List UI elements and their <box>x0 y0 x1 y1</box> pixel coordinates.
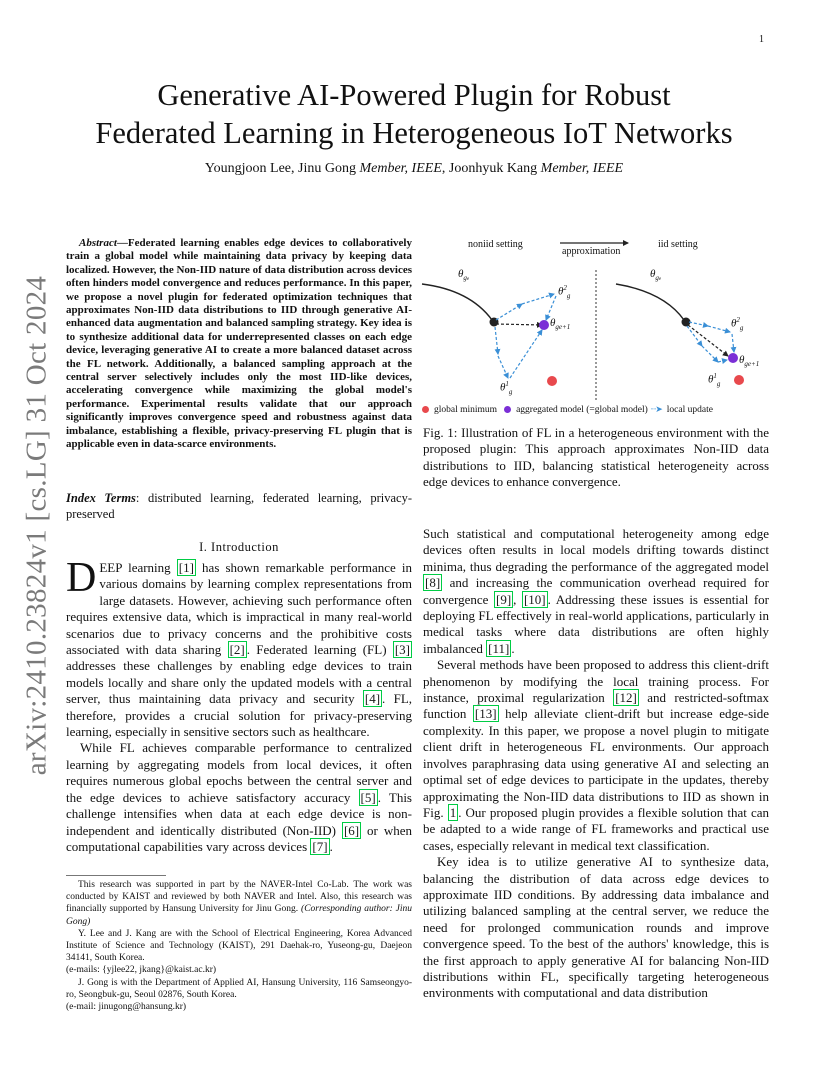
text-run: Such statistical and computational heterogeneity among edge devices often results in local models drifting towards distinct minima, thus degrading the performance of the aggregated model <box>423 526 769 574</box>
footnote-affiliation-1 <box>66 928 412 977</box>
figure-caption <box>423 425 769 491</box>
arxiv-stamp-text: arXiv:2410.23824v1 [cs.LG] 31 Oct 2024 <box>20 275 53 775</box>
theta-2-left <box>558 284 570 300</box>
local-update-arrow <box>718 360 727 362</box>
legend-local-update: local update <box>666 404 713 415</box>
local-update-arrow <box>689 322 708 326</box>
text-run: While FL achieves comparable performance to centralized learning by aggregating models from local devices, it often requires numerous global epochs between the central server and the edge devices to achieve satisfactory accuracy <box>66 740 412 805</box>
local-update-arrow <box>510 330 542 378</box>
text-run: addresses these challenges by enabling edge devices to train models locally and share only the updated models with a central server, thus maintaining data privacy and security <box>66 658 412 707</box>
citation-link[interactable]: [7] <box>312 838 328 854</box>
citation-link[interactable]: [11] <box>488 640 510 656</box>
text-run: , <box>513 591 522 607</box>
aggregated-model-right <box>728 353 738 363</box>
author-names-2: , Joonhyuk Kang <box>441 161 541 176</box>
text-run: EEP learning <box>99 560 177 575</box>
text-run: or when computational capabilities vary across devices <box>66 822 412 854</box>
global-minimum-right <box>734 375 744 385</box>
section-heading: I. Introduction <box>199 540 279 554</box>
right-paragraph-1 <box>423 526 769 657</box>
subscript: g <box>716 379 721 388</box>
corresponding-author: (Corresponding author: Jinu Gong) <box>66 904 413 927</box>
footnote-funding <box>66 879 412 928</box>
figure-legend <box>422 404 713 415</box>
global-trajectory-left <box>422 284 492 320</box>
theta-ge-right <box>650 268 661 282</box>
theta-1-right <box>708 372 720 388</box>
text-run: Several methods have been proposed to address this client-drift phenomenon by modifying the local training process. For instance, proximal regularization <box>423 657 769 706</box>
theta-symbol: θ <box>558 285 564 298</box>
label-iid: iid setting <box>658 239 698 250</box>
title-line-2: Federated Learning in Heterogeneous IoT Networks <box>95 116 733 150</box>
text-run: has shown remarkable performance in various domains by learning complex representations from large datasets. However, achieving such performance often requires extensive data, which is impractical in many real-world scenarios due to privacy concerns and the prohibitive costs associated with data sharing <box>66 560 412 658</box>
subscript: g <box>463 274 467 283</box>
legend-global-min: global minimum <box>434 404 498 415</box>
author-list <box>40 161 788 177</box>
abstract <box>66 237 412 452</box>
citation-link[interactable]: [6] <box>343 822 360 838</box>
subscript: e <box>658 277 662 283</box>
abstract-label: Abstract <box>79 237 117 249</box>
introduction-body <box>66 555 413 855</box>
text-run: This research was supported in part by the NAVER-Intel Co-Lab. The work was conducted by KAIST and reviewed by both NAVER and Intel. Also, this research was financially supported by Hansung University for Jinu Gong. <box>66 880 412 915</box>
subscript: g <box>655 274 659 283</box>
citation-link[interactable]: [12] <box>615 690 637 706</box>
theta-symbol: θ <box>650 268 656 280</box>
citation-link[interactable]: [13] <box>474 706 497 722</box>
global-minimum-left <box>547 376 557 386</box>
theta-symbol: θ <box>708 373 714 386</box>
theta-symbol: θ <box>731 317 737 330</box>
author-role-1: Member, IEEE <box>359 161 442 176</box>
theta-symbol: θ <box>739 354 745 366</box>
email-text: (e-mail: jinugong@hansung.kr) <box>66 1002 187 1013</box>
local-update-arrow <box>498 356 508 378</box>
text-run: . Federated learning (FL) <box>246 642 393 658</box>
local-update-arrow <box>522 294 554 304</box>
citation-link[interactable]: [9] <box>496 591 512 607</box>
subscript: e <box>466 277 470 283</box>
theta-symbol: θ <box>500 381 506 394</box>
figure-reference-link[interactable]: 1 <box>449 804 457 820</box>
aggregated-model-left <box>539 320 549 330</box>
abstract-text: —Federated learning enables edge devices to collaboratively train a global model while maintaining data privacy by keeping data localized. However, the Non-IID nature of data distribution across devices often hinders model convergence and reduces performance. In this paper, we propose a novel plugin for federated optimization techniques that approximates Non-IID data distributions to IID through generative AI-enhanced data augmentation and balanced sampling strategy. Key idea is to synthesize additional data for underrepresented classes on each edge device, leveraging generative AI to create a more balanced dataset across the FL network. Additionally, a balanced sampling approach at the central server selectively includes only the most IID-like devices, accelerating convergence while maximizing the global model's performance. Experimental results validate that our approach significantly improves convergence speed and robustness against data imbalance, establishing a flexible, privacy-preserving FL plugin that is applicable even in data-scarce environments. <box>66 237 412 451</box>
index-terms <box>66 490 412 522</box>
citation-link[interactable]: [4] <box>364 691 381 707</box>
theta-symbol: θ <box>458 268 464 280</box>
dashed-arrow-icon: ┈➤ <box>650 404 662 414</box>
subscript: g <box>566 291 571 300</box>
index-terms-text: : distributed learning, federated learning, privacy-preserved <box>66 491 412 521</box>
paper-title <box>40 76 788 152</box>
local-update-arrow <box>702 346 718 362</box>
local-update-arrow <box>495 327 498 354</box>
global-trajectory-right <box>616 284 684 320</box>
local-update-arrow <box>708 326 730 332</box>
page-number: 1 <box>759 34 764 45</box>
superscript: 2 <box>563 284 567 292</box>
subscript: ge+1 <box>555 323 571 332</box>
text-run: help alleviate client-drift but increase edge-side complexity. In this paper, we propose a novel plugin to mitigate client drift in heterogeneous FL environments. Our approach involves paraphrasing data using generative AI and selecting an optimal set of edge devices to participate in the updates, thereby approximating the Non-IID data distributions to IID as shown in Fig. <box>423 706 770 820</box>
author-names-1: Youngjoon Lee, Jinu Gong <box>204 161 360 176</box>
index-terms-label: Index Terms <box>66 491 136 505</box>
right-column-body <box>423 526 769 1002</box>
aggregation-arrow-left <box>496 324 542 325</box>
subscript: g <box>508 387 513 396</box>
text-run: . Addressing these issues is essential for deploying FL effectively in real-world applications, particularly in medical tasks where data distributions are often highly imbalanced <box>423 591 769 656</box>
text-run: . Our proposed plugin provides a flexible solution that can be adapted to a wide range of FL frameworks and practical use cases, especially relevant in medical text classification. <box>423 804 769 853</box>
label-noniid: noniid setting <box>468 239 523 250</box>
citation-link[interactable]: [10] <box>523 591 546 607</box>
caption-text: Illustration of FL in a heterogeneous environment with the proposed plugin: This approach approximates Non-IID data distributions to IID, balancing statistical heterogeneity across edge devices to enhance convergence. <box>423 425 769 490</box>
figure-1 <box>418 236 770 418</box>
intro-paragraph-1 <box>66 555 413 740</box>
aggregated-model-icon <box>504 406 511 413</box>
citation-link[interactable]: [8] <box>425 575 441 591</box>
right-paragraph-2 <box>423 657 769 854</box>
theta-ge-left <box>458 268 469 282</box>
text-run: and increasing the communication overhead required for convergence <box>423 575 769 607</box>
citation-link[interactable]: [2] <box>229 642 245 658</box>
theta-symbol: θ <box>550 317 556 329</box>
citation-link[interactable]: [5] <box>360 789 376 805</box>
superscript: 1 <box>505 380 509 388</box>
footnote-affiliation-2 <box>66 977 412 1014</box>
text-run: J. Gong is with the Department of Applied AI, Hansung University, 116 Samseongyo-ro, Seongbuk-gu, Seoul 02876, South Korea. <box>66 977 412 1000</box>
dropcap: D <box>66 555 97 601</box>
text-run: . FL, therefore, provides a crucial solution for privacy-preserving learning, especially in sensitive sectors such as healthcare. <box>66 691 413 740</box>
local-update-arrow <box>687 326 702 346</box>
theta-ge1-left <box>550 317 570 331</box>
subscript: ge+1 <box>744 360 760 369</box>
superscript: 2 <box>736 316 740 324</box>
global-minimum-icon <box>422 406 429 413</box>
label-approximation: approximation <box>562 246 621 257</box>
text-run: Y. Lee and J. Kang are with the School of Electrical Engineering, Korea Advanced Institute of Science and Technology (KAIST), 291 Daehak-ro, Yuseong-gu, Daejeon 34141, South Korea. <box>66 928 412 964</box>
local-update-arrow <box>732 334 734 352</box>
email-text: (e-mails: {yjlee22, jkang}@kaist.ac.kr) <box>66 965 217 976</box>
subscript: g <box>739 323 744 332</box>
superscript: 1 <box>713 372 717 380</box>
local-update-arrow <box>496 304 522 320</box>
text-run: . This challenge intensifies when data at each edge device is non-independent and identically distributed (Non-IID) <box>66 789 412 838</box>
theta-2-right <box>731 316 743 332</box>
text-run: . <box>329 838 333 854</box>
citation-link[interactable]: [1] <box>178 560 194 575</box>
footnote-divider <box>66 875 166 876</box>
theta-1-left <box>500 380 512 396</box>
figure-diagram <box>418 236 770 418</box>
title-line-1: Generative AI-Powered Plugin for Robust <box>157 78 671 112</box>
intro-paragraph-2 <box>66 740 412 855</box>
theta-ge1-right <box>739 354 759 368</box>
citation-link[interactable]: [3] <box>394 642 410 658</box>
legend-aggregated: aggregated model (=global model) <box>516 404 648 415</box>
arxiv-stamp <box>8 275 66 775</box>
caption-label: Fig. 1: <box>423 425 458 440</box>
text-run: . <box>511 640 515 656</box>
aggregation-arrow-right <box>688 325 728 356</box>
author-role-2: Member, IEEE <box>540 161 624 176</box>
footnotes <box>66 879 412 1013</box>
right-paragraph-3: Key idea is to utilize generative AI to synthesize data, balancing the distribution of data across edge devices to approximate IID conditions. By addressing data imbalance and utilizing balanced sampling at the central server, we reduce the need for prolonged communication rounds and improve convergence speed. To the best of the authors' knowledge, this is the first approach to apply generative AI for balancing Non-IID distributions within FL, specifically targeting heterogeneous environments with computational and data distribution <box>423 854 769 1001</box>
text-run: and restricted-softmax function <box>423 690 770 722</box>
